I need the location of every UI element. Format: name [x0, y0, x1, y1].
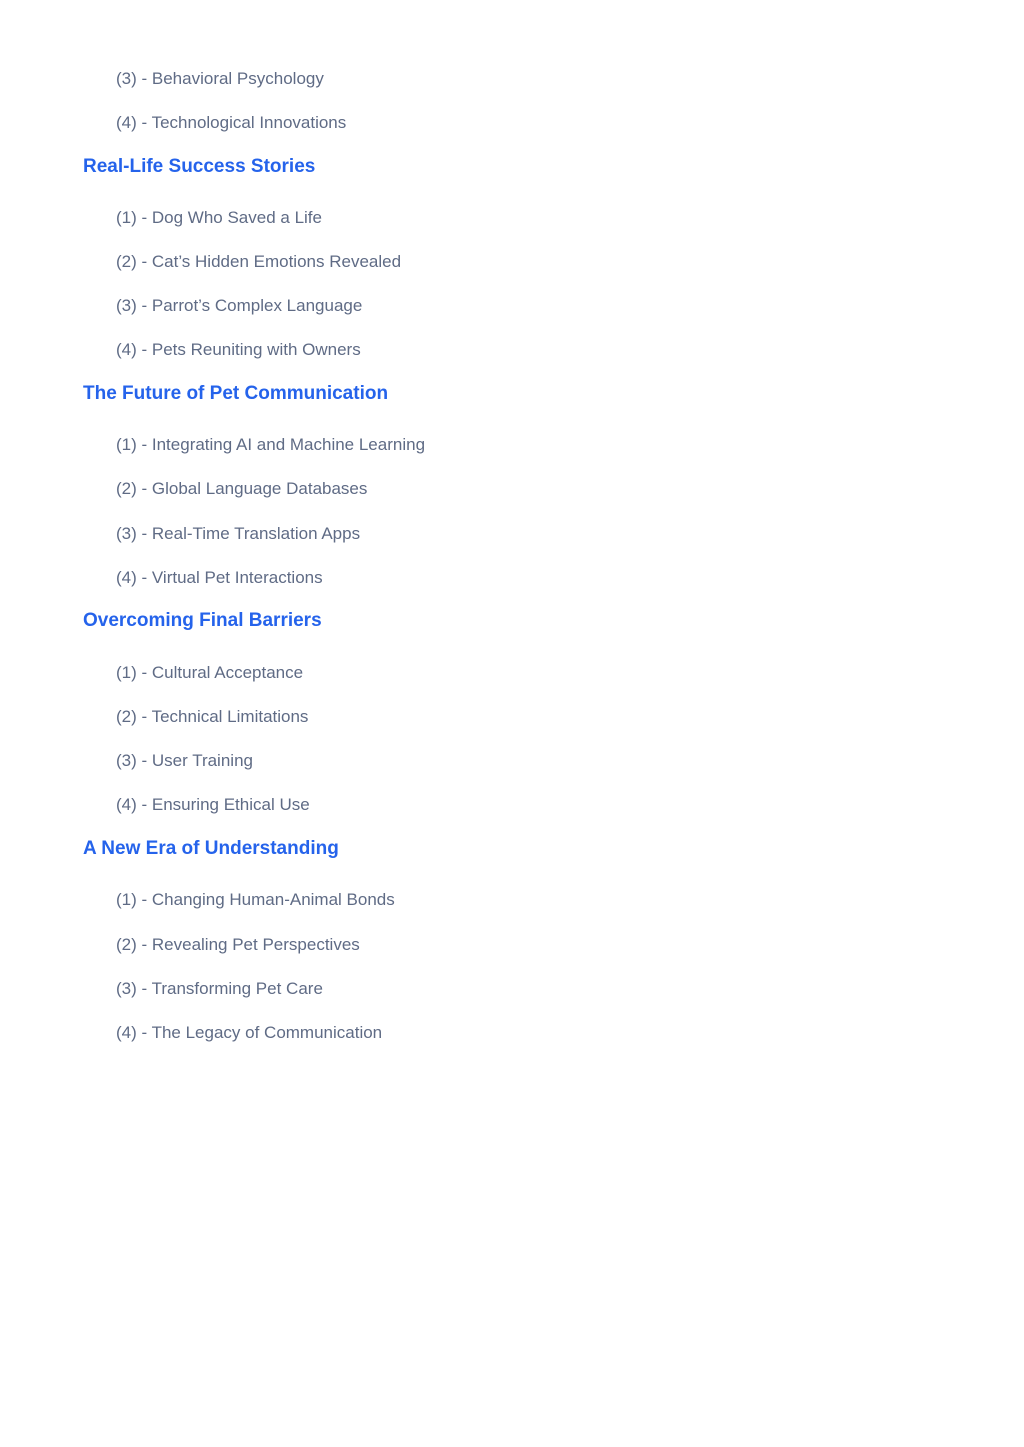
list-item: (3) - Behavioral Psychology — [116, 69, 324, 88]
list-item: (4) - Ensuring Ethical Use — [116, 795, 310, 814]
section-heading: Real-Life Success Stories — [83, 156, 316, 177]
list-item: (2) - Cat’s Hidden Emotions Revealed — [116, 252, 402, 271]
list-item: (2) - Technical Limitations — [116, 707, 309, 726]
list-item: (3) - Real-Time Translation Apps — [116, 524, 361, 543]
section-heading: Overcoming Final Barriers — [83, 610, 322, 631]
section-heading: The Future of Pet Communication — [83, 383, 389, 404]
list-item: (4) - Virtual Pet Interactions — [116, 568, 323, 587]
list-item: (4) - Technological Innovations — [116, 113, 347, 132]
list-item: (1) - Changing Human-Animal Bonds — [116, 890, 395, 909]
section-heading: A New Era of Understanding — [83, 838, 339, 859]
list-item: (3) - User Training — [116, 751, 253, 770]
list-item: (1) - Cultural Acceptance — [116, 663, 304, 682]
list-item: (3) - Transforming Pet Care — [116, 979, 323, 998]
list-item: (3) - Parrot’s Complex Language — [116, 296, 363, 315]
list-item: (2) - Revealing Pet Perspectives — [116, 935, 360, 954]
list-item: (4) - The Legacy of Communication — [116, 1023, 383, 1042]
list-item: (2) - Global Language Databases — [116, 479, 368, 498]
list-item: (4) - Pets Reuniting with Owners — [116, 340, 361, 359]
list-item: (1) - Dog Who Saved a Life — [116, 208, 322, 227]
list-item: (1) - Integrating AI and Machine Learning — [116, 435, 426, 454]
